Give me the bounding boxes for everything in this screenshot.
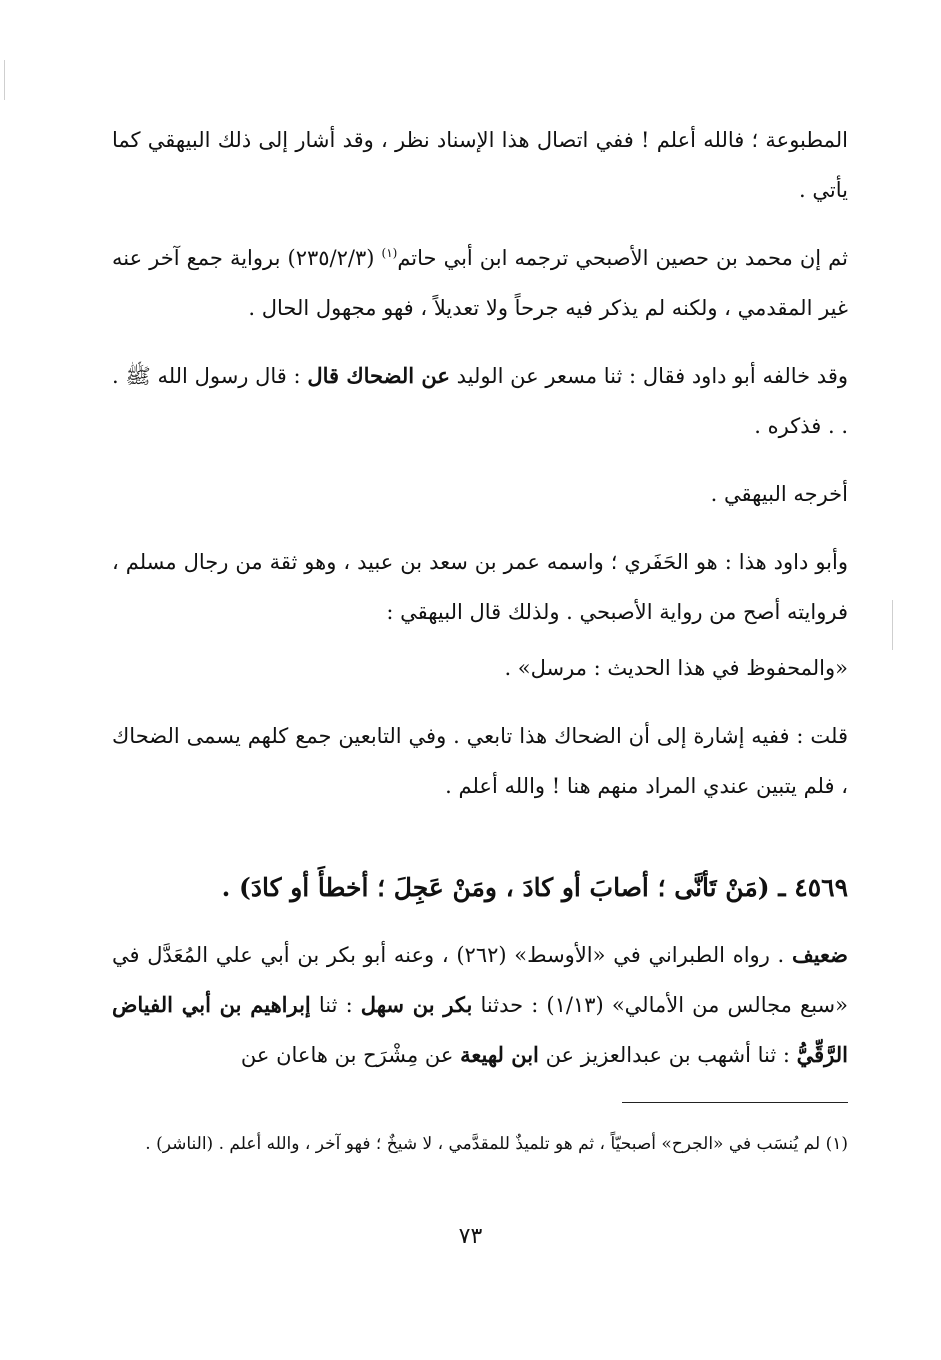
paragraph-3-bold: عن الضحاك قال [307, 363, 450, 388]
grading-text-4: عن مِشْرَح بن هاعان عن [240, 1043, 461, 1067]
paragraph-2-text-end: (٢٣٥/٢/٣) برواية جمع آخر عنه غير المقدمي ، ولكنه لم يذكر فيه جرحاً ولا تعديلاً ، فهو مجهول الحال . [112, 246, 848, 320]
paragraph-3 [112, 351, 848, 451]
paragraph-3-text-start: وقد خالفه أبو داود فقال : ثنا مسعر عن الوليد [449, 364, 849, 388]
paragraph-1: المطبوعة ؛ فالله أعلم ! ففي اتصال هذا الإسناد نظر ، وقد أشار إلى ذلك البيهقي كما يأتي . [112, 128, 848, 202]
grading-paragraph [112, 930, 848, 1080]
paragraph-5: وأبو داود هذا : هو الحَفَري ؛ واسمه عمر بن سعد بن عبيد ، وهو ثقة من رجال مسلم ، فروايته أصح من رواية الأصبحي . ولذلك قال البيهقي : [112, 550, 848, 624]
grading-text-2: : ثنا [310, 993, 361, 1017]
grading-text-3: : ثنا أشهب بن عبدالعزيز عن [538, 1043, 797, 1067]
grading-bold-4: ابن لهيعة [460, 1042, 539, 1067]
grading-bold-2: بكر بن سهل [360, 992, 473, 1017]
footnote-reference: (١) [381, 246, 398, 260]
footnote: (١) لم يُنسَب في «الجرح» أصبحيّاً ، ثم هو تلميذٌ للمقدَّمي ، لا شيخٌ ؛ فهو آخر ، والله أعلم . (الناشر) . [145, 1134, 848, 1154]
paragraph-6: «والمحفوظ في هذا الحديث : مرسل» . [504, 656, 848, 680]
hadith-heading: ٤٥٦٩ ـ (مَنْ تَأنَّى ؛ أصابَ أو كادَ ، ومَنْ عَجِلَ ؛ أخطأَ أو كادَ) . [221, 873, 848, 902]
scan-edge-mark [4, 60, 5, 100]
paragraph-4: أخرجه البيهقي . [710, 482, 848, 506]
footnote-separator [622, 1102, 848, 1103]
page-number: ٧٣ [458, 1224, 483, 1249]
grading-label: ضعيف [791, 942, 848, 967]
grading-text [112, 930, 848, 1080]
scan-edge-mark [892, 600, 893, 650]
paragraph-3-text-end: : قال رسول الله ﷺ . . . فذكره . [112, 364, 848, 438]
grading-text-1: . رواه الطبراني في «الأوسط» (٢٦٢) ، وعنه أبو بكر بن أبي علي المُعَدَّل في «سبع مجالس من الأمالي» (١/١٣) : حدثنا [112, 943, 848, 1017]
paragraph-2 [112, 233, 848, 333]
grading-bold-3: إبراهيم بن أبي الفياض الرَّقِّيُّ [112, 992, 848, 1067]
paragraph-7: قلت : ففيه إشارة إلى أن الضحاك هذا تابعي . وفي التابعين جمع كلهم يسمى الضحاك ، فلم يتبين عندي المراد منهم هنا ! والله أعلم . [112, 724, 848, 798]
paragraph-2-text-start: ثم إن محمد بن حصين الأصبحي ترجمه ابن أبي حاتم [397, 246, 849, 270]
main-text [112, 115, 848, 811]
